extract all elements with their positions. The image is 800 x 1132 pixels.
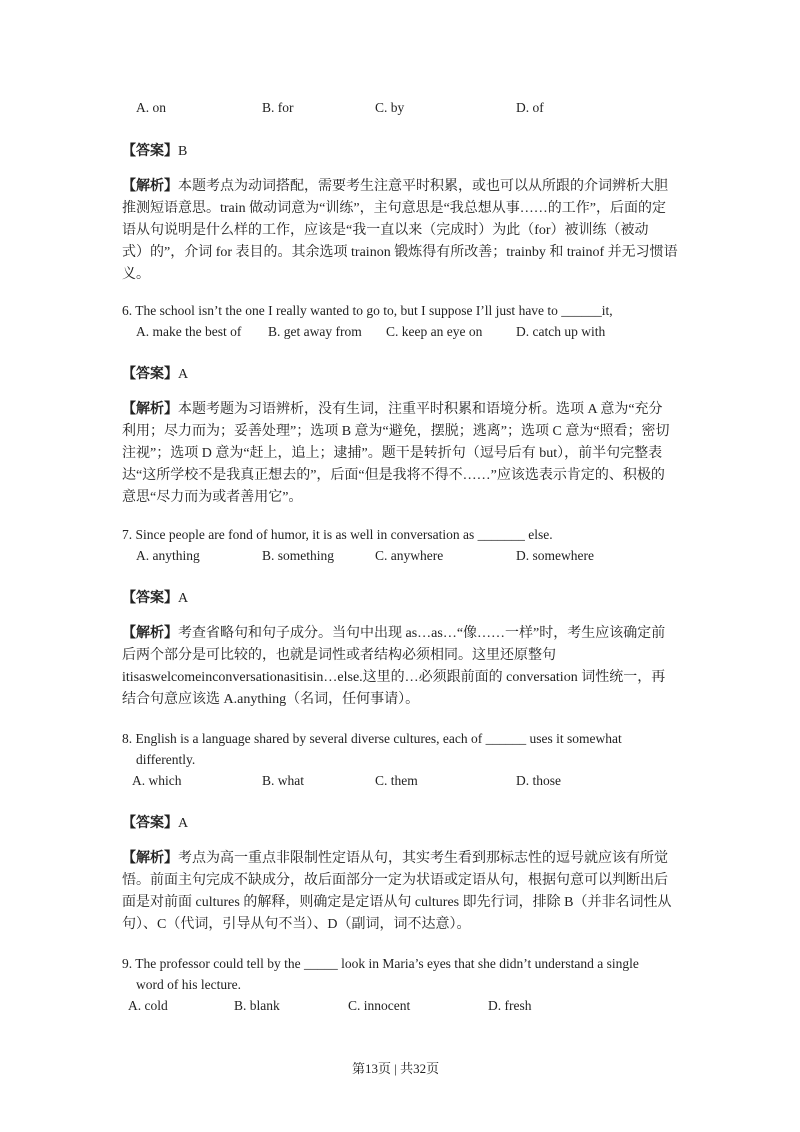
answer-tag: 【答案】 [122, 367, 178, 382]
analysis-line: 义。 [122, 267, 150, 282]
analysis-line: 推测短语意思。train 做动词意为“训练”，主句意思是“我总想从事……的工作”，后面的定 [122, 201, 667, 216]
analysis-line: 面是对前面 cultures 的解释，则确定是定语从句 cultures 即先行词，排除 B（并非名词性从 [122, 895, 672, 910]
question-8-stem: 8. English is a language shared by several diverse cultures, each of ______ uses it somewhat [122, 731, 622, 746]
answer-value: A [178, 591, 189, 606]
question-6-stem: 6. The school isn’t the one I really wanted to go to, but I suppose I’ll just have to ______it, [122, 303, 613, 318]
analysis-line: 后两个部分是可比较的，也就是词性或者结构必须相同。这里还原整句 [122, 648, 556, 663]
analysis-line: 注视”；选项 D 意为“赶上，追上；逮捕”。题干是转折句（逗号后有 but），前半句完整表 [122, 446, 663, 461]
option-d: D. somewhere [516, 548, 594, 563]
question-7-stem: 7. Since people are fond of humor, it is as well in conversation as _______ else. [122, 527, 553, 542]
option-c: C. them [375, 773, 418, 788]
analysis-line: 本题考点为动词搭配，需要考生注意平时积累，或也可以从所跟的介词辨析大胆 [178, 179, 668, 194]
option-c: C. by [375, 100, 405, 115]
option-b: B. get away from [268, 324, 362, 339]
option-c: C. anywhere [375, 548, 444, 563]
analysis-tag: 【解析】 [122, 179, 178, 194]
answer-value: B [178, 144, 188, 159]
option-b: B. what [262, 773, 304, 788]
analysis-line: 句）、C（代词，引导从句不当）、D（副词，词不达意）。 [122, 917, 471, 932]
analysis-paragraph [122, 176, 682, 286]
option-a: A. make the best of [136, 324, 242, 339]
analysis-line: 利用；尽力而为；妥善处理”；选项 B 意为“避免，摆脱；逃离”；选项 C 意为“照看；密切 [122, 424, 670, 439]
analysis-line: 悟。前面主句完成不缺成分，故后面部分一定为状语或定语从句，根据句意可以判断出后 [122, 873, 668, 888]
analysis-paragraph [122, 848, 682, 936]
question-9-stem-cont: word of his lecture. [136, 977, 241, 992]
page-footer: 第13页 | 共32页 [352, 1061, 440, 1076]
option-d: D. catch up with [516, 324, 606, 339]
analysis-tag: 【解析】 [122, 851, 178, 866]
option-a: A. cold [128, 998, 168, 1013]
analysis-line: 意思“尽力而为或者善用它”。 [122, 490, 303, 505]
analysis-line: 本题考题为习语辨析，没有生词，注重平时积累和语境分析。选项 A 意为“充分 [178, 402, 663, 417]
analysis-line: 语从句说明是什么样的工作，应该是“我一直以来（完成时）为此（for）被训练（被动 [122, 223, 649, 238]
option-d: D. fresh [488, 998, 532, 1013]
answer-line [122, 812, 188, 832]
option-b: B. something [262, 548, 335, 563]
answer-line [122, 587, 188, 607]
answer-tag: 【答案】 [122, 816, 178, 831]
answer-tag: 【答案】 [122, 591, 178, 606]
option-c: C. innocent [348, 998, 411, 1013]
option-d: D. of [516, 100, 544, 115]
option-b: B. for [262, 100, 294, 115]
option-c: C. keep an eye on [386, 324, 483, 339]
answer-value: A [178, 367, 189, 382]
answer-line [122, 140, 187, 160]
option-d: D. those [516, 773, 561, 788]
analysis-paragraph [122, 399, 682, 509]
option-b: B. blank [234, 998, 280, 1013]
analysis-line: 式）的”，介词 for 表目的。其余选项 trainon 锻炼得有所改善；trainby 和 trainof 并无习惯语 [122, 245, 678, 260]
option-a: A. on [136, 100, 166, 115]
option-a: A. which [132, 773, 182, 788]
analysis-paragraph [122, 623, 682, 711]
analysis-line: itisaswelcomeinconversationasitisin…else.这里的…必须跟前面的 conversation 词性统一，再 [122, 670, 666, 685]
answer-line [122, 363, 188, 383]
answer-value: A [178, 816, 189, 831]
question-8-stem-cont: differently. [136, 752, 196, 767]
analysis-tag: 【解析】 [122, 402, 178, 417]
answer-tag: 【答案】 [122, 144, 178, 159]
analysis-line: 考查省略句和句子成分。当句中出现 as…as…“像……一样”时，考生应该确定前 [178, 626, 666, 641]
analysis-line: 考点为高一重点非限制性定语从句，其实考生看到那标志性的逗号就应该有所觉 [178, 851, 668, 866]
question-9-stem: 9. The professor could tell by the _____ look in Maria’s eyes that she didn’t understand a single [122, 956, 639, 971]
analysis-line: 达“这所学校不是我真正想去的”，后面“但是我将不得不……”应该选表示肯定的、积极的 [122, 468, 665, 483]
analysis-line: 结合句意应该选 A.anything（名词，任何事请）。 [122, 692, 420, 707]
analysis-tag: 【解析】 [122, 626, 178, 641]
option-a: A. anything [136, 548, 200, 563]
